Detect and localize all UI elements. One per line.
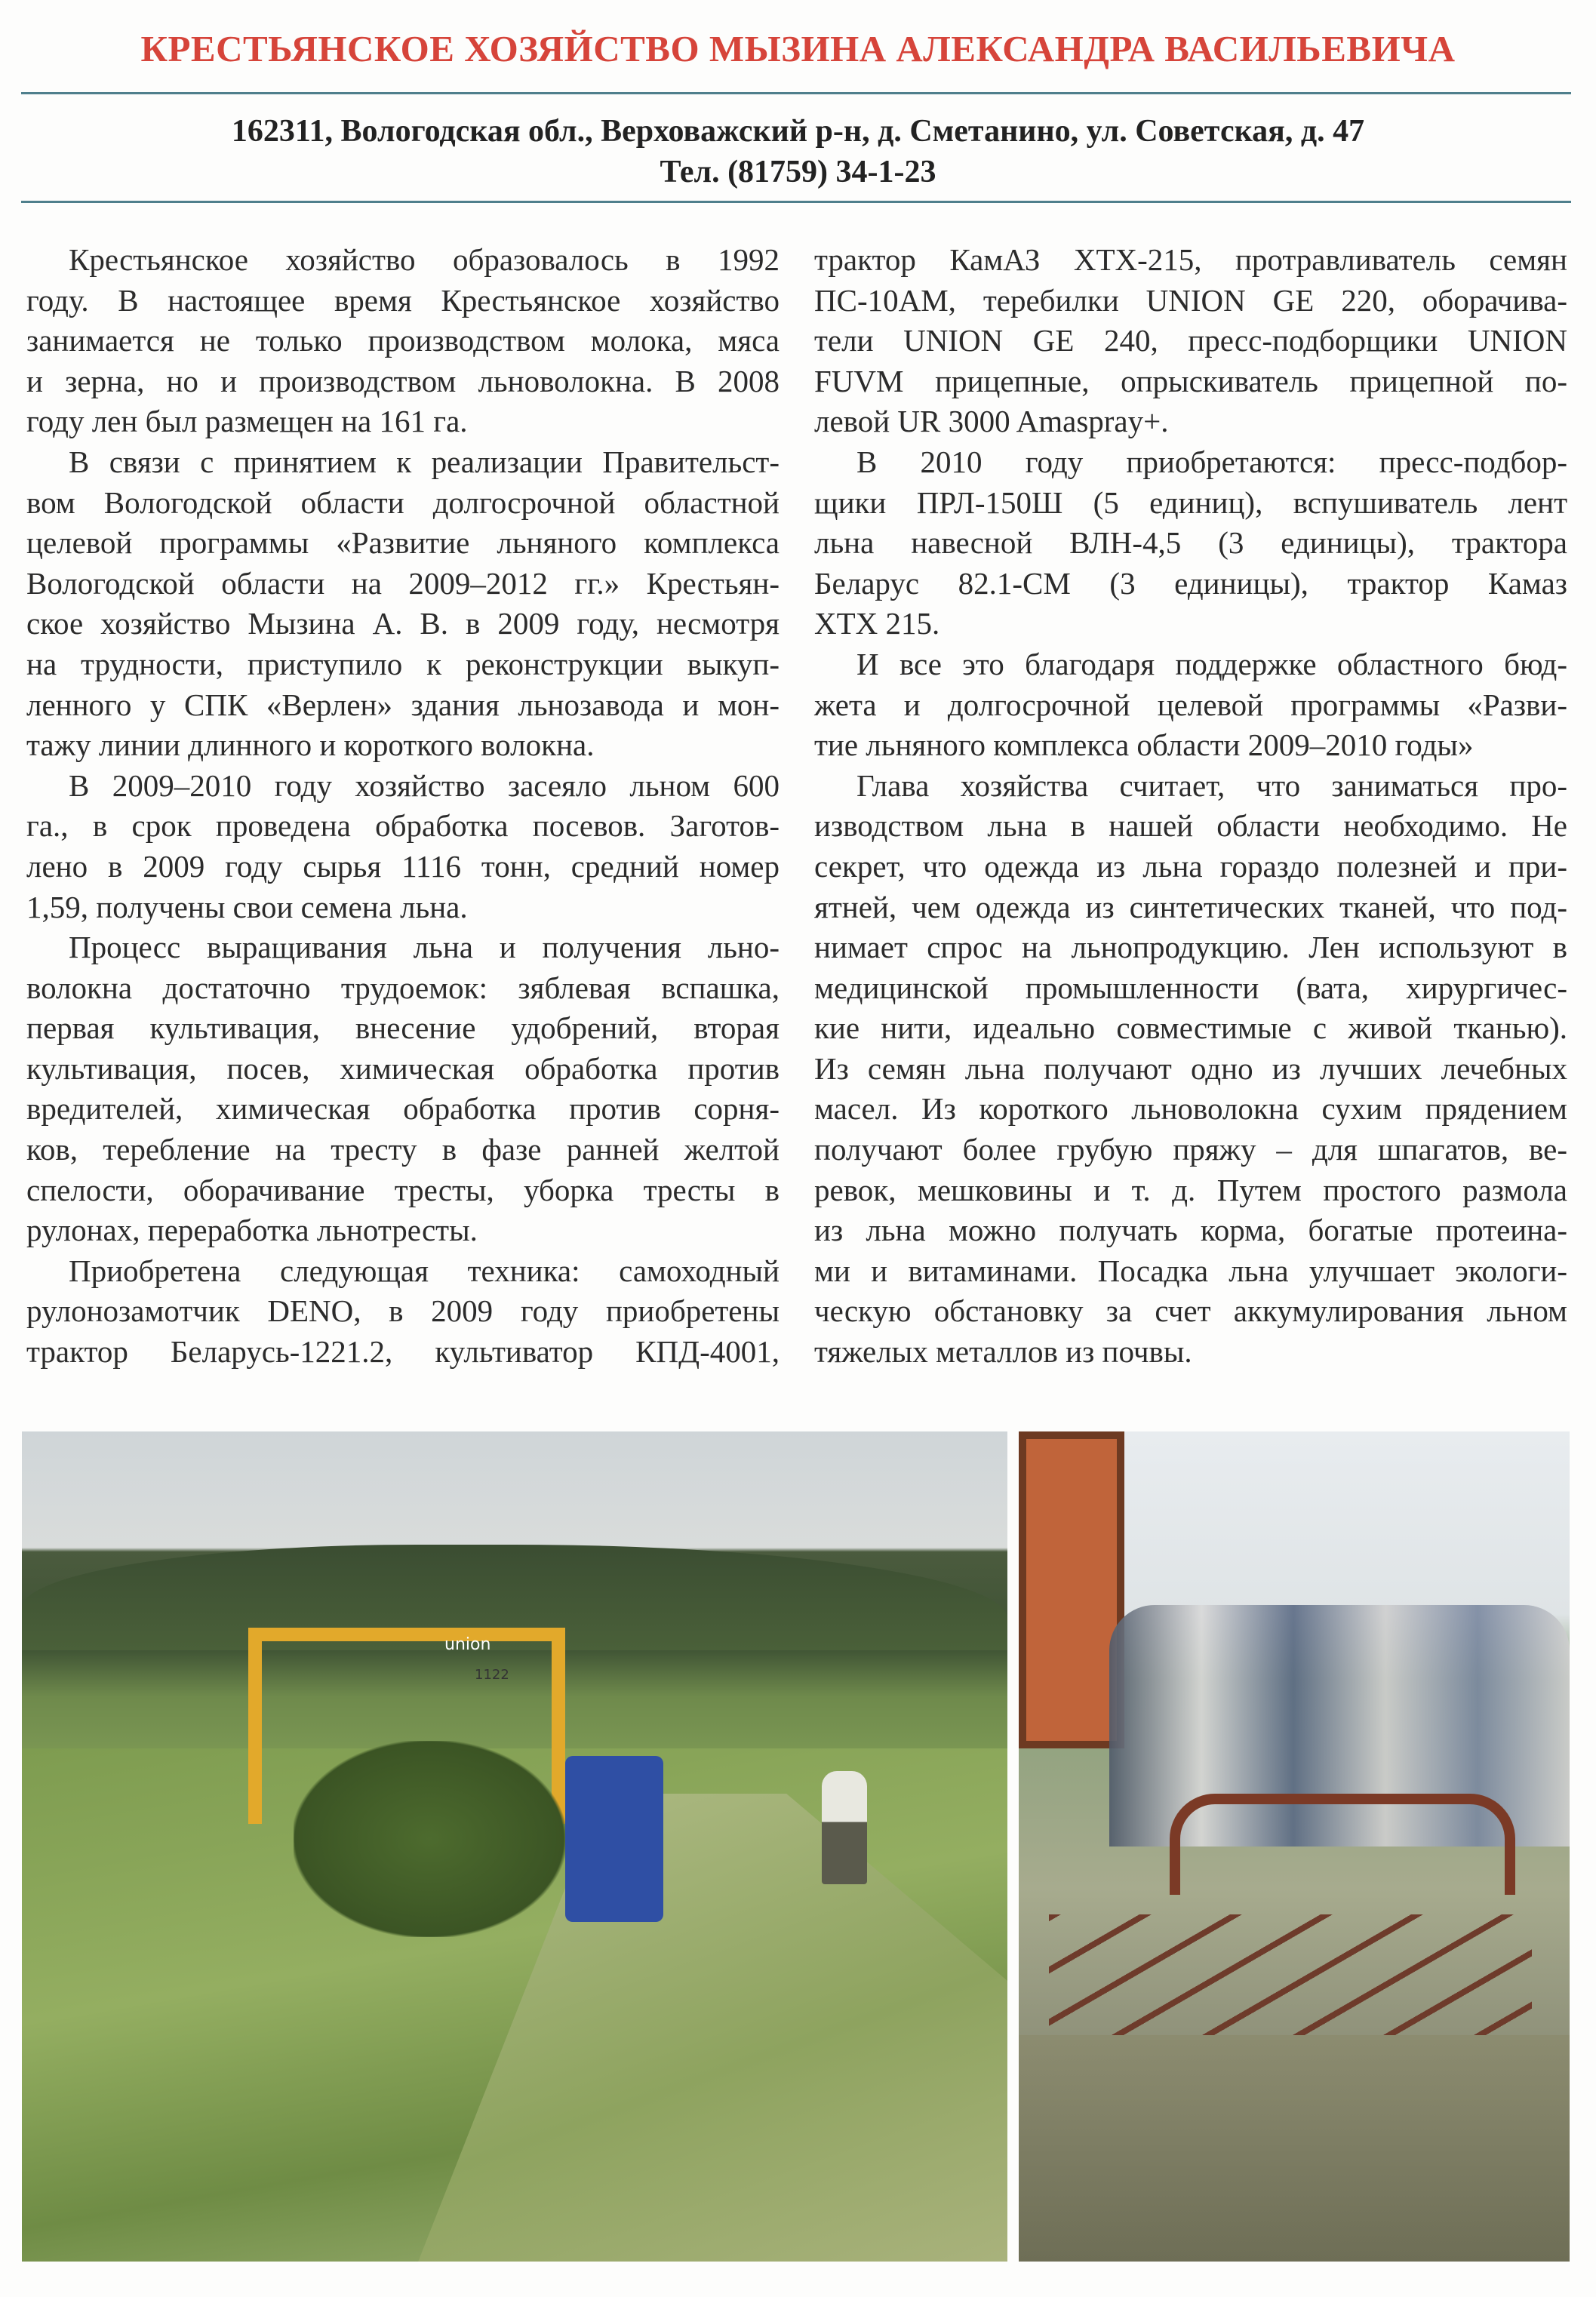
rake-tines [1170,1794,1515,1895]
text-line: кие нити, идеально совместимые с живой тканью). [814,1010,1567,1046]
text-line: тажу линии длинного и короткого волокна. [26,727,595,763]
article-column-right [814,240,1567,1373]
text-line: рулонозамотчик DENO, в 2009 году приобретены [26,1293,780,1329]
text-line: Процесс выращивания льна и получения льно- [69,930,780,965]
text-line: левой UR 3000 Amasprаy+. [814,404,1169,439]
text-line: ятней, чем одежда из синтетических тканей, что под- [814,889,1567,924]
text-line: из льна можно получать корма, богатые протеина- [814,1213,1567,1248]
text-line: нимает спрос на льнопродукцию. Лен используют в [814,930,1567,965]
text-line: щики ПРЛ-150Ш (5 единиц), вспушиватель лент [814,484,1567,520]
photo-flax-harvester [22,1431,1007,2262]
text-line: тели UNION GE 240, пресс-подборщики UNION [814,323,1567,358]
text-line: изводством льна в нашей области необходимо. Не [814,808,1567,844]
person-walking [822,1771,867,1884]
text-line: Глава хозяйства считает, что заниматься про- [856,767,1567,803]
text-line: ХТХ 215. [814,606,940,641]
harvester-brand-label: union [444,1635,491,1654]
header-divider-bottom [21,201,1571,203]
text-line: на трудности, приступило к реконструкции выкуп- [26,646,780,681]
text-line: занимается не только производством молока, мяса [26,323,780,358]
text-line: спелости, оборачивание тресты, уборка тресты в [26,1172,780,1207]
tractor-cab [1019,1431,1124,1748]
text-line: году. В настоящее время Крестьянское хозяйство [26,282,780,318]
text-line: тяжелых металлов из почвы. [814,1334,1192,1370]
text-line: масел. Из короткого льноволокна сухим прядением [814,1091,1567,1127]
text-line: Крестьянское хозяйство образовалось в 1992 [69,242,780,277]
tractor-body [565,1756,663,1922]
phone: Тел. (81759) 34-1-23 [660,155,936,189]
text-line: В 2010 году приобретаются: пресс-подбор- [856,444,1567,479]
text-line: первая культивация, внесение удобрений, вторая [26,1010,780,1046]
text-line: лено в 2009 году сырья 1116 тонн, средний номер [26,848,780,884]
flax-turner-equipment [1049,1914,1532,2035]
text-line: трактор КамАЗ ХТХ-215, протравливатель семян [814,242,1567,277]
text-line: ми и витаминами. Посадка льна улучшает экологи- [814,1253,1567,1288]
text-line: Беларус 82.1-СМ (3 единицы), трактор Камаз [814,565,1567,601]
text-line: ков, теребление на тресту в фазе ранней желтой [26,1132,780,1167]
text-line: вом Вологодской области долгосрочной областной [26,484,780,520]
text-line: вредителей, химическая обработка против сорня- [26,1091,780,1127]
text-line: В связи с принятием к реализации Правительст- [69,444,780,479]
address: 162311, Вологодская обл., Верховажский р-н, д. Сметанино, ул. Советская, д. 47 [231,114,1365,149]
text-line: волокна достаточно трудоемок: зяблевая вспашка, [26,970,780,1005]
text-line: В 2009–2010 году хозяйство засеяло льном 600 [69,767,780,803]
text-line: И все это благодаря поддержке областного бюд- [856,646,1567,681]
text-line: ческую обстановку за счет аккумулирования льном [814,1293,1567,1329]
text-line: трактор Беларусь-1221.2, культиватор КПД-4001, [26,1334,780,1370]
text-line: получают более грубую пряжу – для шпагатов, ве- [814,1132,1567,1167]
text-line: ревок, мешковины и т. д. Путем простого размола [814,1172,1567,1207]
text-line: целевой программы «Развитие льняного комплекса [26,525,780,561]
text-line: тие льняного комплекса области 2009–2010 годы» [814,727,1474,763]
text-line: га., в срок проведена обработка посевов. Заготов- [26,808,780,844]
header-divider-top [21,92,1571,94]
text-line: рулонах, переработка льнотресты. [26,1213,478,1248]
text-line: ленного у СПК «Верлен» здания льнозавода и мон- [26,687,780,722]
photo-farmers-inspecting-equipment [1019,1431,1570,2262]
ground [1019,2035,1570,2262]
text-line: и зерна, но и производством льноволокна. В 2008 [26,363,780,398]
text-line: ское хозяйство Мызина А. В. в 2009 году, несмотря [26,606,780,641]
text-line: Из семян льна получают одно из лучших лечебных [814,1050,1567,1086]
text-line: секрет, что одежда из льна гораздо полезней и при- [814,848,1567,884]
text-line: 1,59, получены свои семена льна. [26,889,468,924]
article-column-left [26,240,780,1373]
text-line: Приобретена следующая техника: самоходный [69,1253,780,1288]
text-line: культивация, посев, химическая обработка против [26,1050,780,1086]
harvester-model-label: 1122 [475,1667,509,1683]
text-line: льна навесной ВЛН-4,5 (3 единицы), трактора [814,525,1567,561]
flax-bundle [294,1741,565,1937]
page-title: КРЕСТЬЯНСКОЕ ХОЗЯЙСТВО МЫЗИНА АЛЕКСАНДРА ВАСИЛЬЕВИЧА [140,28,1456,69]
text-line: жета и долгосрочной целевой программы «Разви- [814,687,1567,722]
text-line: FUVM прицепные, опрыскиватель прицепной по- [814,363,1567,398]
text-line: ПС-10АМ, теребилки UNION GE 220, оборачива- [814,282,1567,318]
text-line: медицинской промышленности (вата, хирургичес- [814,970,1567,1005]
text-line: году лен был размещен на 161 га. [26,404,468,439]
text-line: Вологодской области на 2009–2012 гг.» Крестьян- [26,565,780,601]
